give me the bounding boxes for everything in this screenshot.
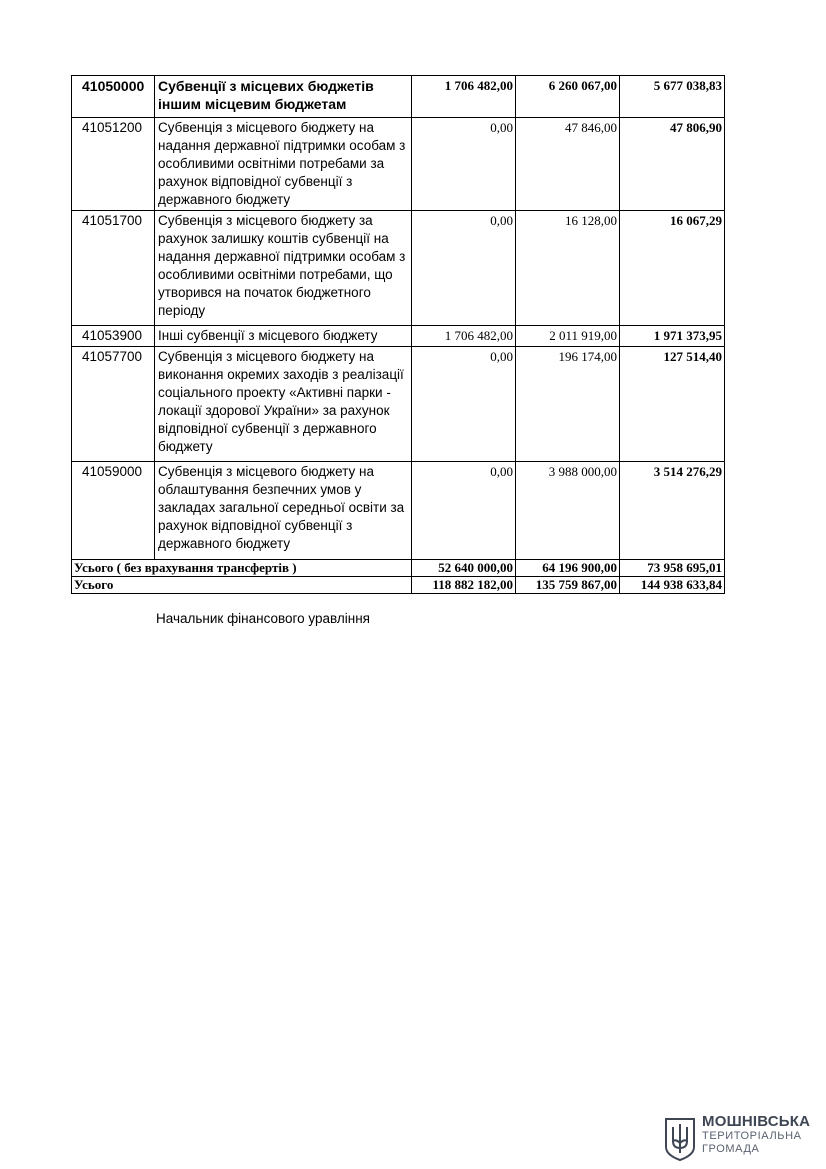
community-logo [664, 1114, 814, 1162]
row-code: 41059000 [72, 462, 155, 560]
total-row-without-transfers [72, 560, 725, 577]
row-plan-adjusted: 196 174,00 [516, 347, 620, 462]
row-code: 41051200 [72, 118, 155, 211]
table-row [72, 347, 725, 462]
row-plan-adjusted: 16 128,00 [516, 211, 620, 326]
row-code: 41051700 [72, 211, 155, 326]
row-plan-year: 0,00 [412, 347, 516, 462]
table-row [72, 76, 725, 118]
row-actual: 1 971 373,95 [620, 326, 725, 347]
row-name: Інші субвенції з місцевого бюджету [155, 326, 412, 347]
table-row [72, 211, 725, 326]
row-code: 41050000 [72, 76, 155, 118]
row-code: 41053900 [72, 326, 155, 347]
total-label: Усього ( без врахування трансфертів ) [72, 560, 412, 577]
table-row [72, 118, 725, 211]
row-actual: 16 067,29 [620, 211, 725, 326]
row-plan-adjusted: 3 988 000,00 [516, 462, 620, 560]
row-code: 41057700 [72, 347, 155, 462]
row-plan-adjusted: 47 846,00 [516, 118, 620, 211]
row-actual: 3 514 276,29 [620, 462, 725, 560]
row-plan-year: 0,00 [412, 211, 516, 326]
trident-emblem-icon [664, 1117, 696, 1161]
row-plan-year: 1 706 482,00 [412, 76, 516, 118]
total-plan-adjusted: 64 196 900,00 [516, 560, 620, 577]
table-row [72, 462, 725, 560]
budget-table [71, 75, 725, 594]
row-plan-adjusted: 2 011 919,00 [516, 326, 620, 347]
logo-text [702, 1114, 810, 1156]
row-name: Субвенція з місцевого бюджету на надання державної підтримки особам з особливими освітніми потребами за рахунок відповідної субвенції з державного бюджету [155, 118, 412, 211]
row-name: Субвенція з місцевого бюджету за рахунок залишку коштів субвенції на надання державної підтримки особам з особливими освітніми потребами, що утворився на початок бюджетного періоду [155, 211, 412, 326]
row-plan-year: 0,00 [412, 118, 516, 211]
total-plan-year: 118 882 182,00 [412, 577, 516, 594]
row-plan-year: 1 706 482,00 [412, 326, 516, 347]
total-row [72, 577, 725, 594]
table-row [72, 326, 725, 347]
row-plan-year: 0,00 [412, 462, 516, 560]
total-actual: 144 938 633,84 [620, 577, 725, 594]
row-name: Субвенції з місцевих бюджетів іншим місцевим бюджетам [155, 76, 412, 118]
signature-title: Начальник фінансового уравління [156, 611, 370, 626]
logo-line-3: ГРОМАДА [702, 1143, 760, 1155]
row-actual: 5 677 038,83 [620, 76, 725, 118]
row-plan-adjusted: 6 260 067,00 [516, 76, 620, 118]
logo-line-2: ТЕРИТОРІАЛЬНА [702, 1130, 802, 1142]
row-actual: 127 514,40 [620, 347, 725, 462]
row-name: Субвенція з місцевого бюджету на облаштування безпечних умов у закладах загальної середньої освіти за рахунок відповідної субвенції з державного бюджету [155, 462, 412, 560]
row-actual: 47 806,90 [620, 118, 725, 211]
total-actual: 73 958 695,01 [620, 560, 725, 577]
total-plan-adjusted: 135 759 867,00 [516, 577, 620, 594]
logo-line-1: МОШНІВСЬКА [702, 1113, 811, 1130]
total-plan-year: 52 640 000,00 [412, 560, 516, 577]
row-name: Субвенція з місцевого бюджету на виконання окремих заходів з реалізації соціального проекту «Активні парки - локації здорової України» за рахунок відповідної субвенції з державного бюджету [155, 347, 412, 462]
total-label: Усього [72, 577, 412, 594]
